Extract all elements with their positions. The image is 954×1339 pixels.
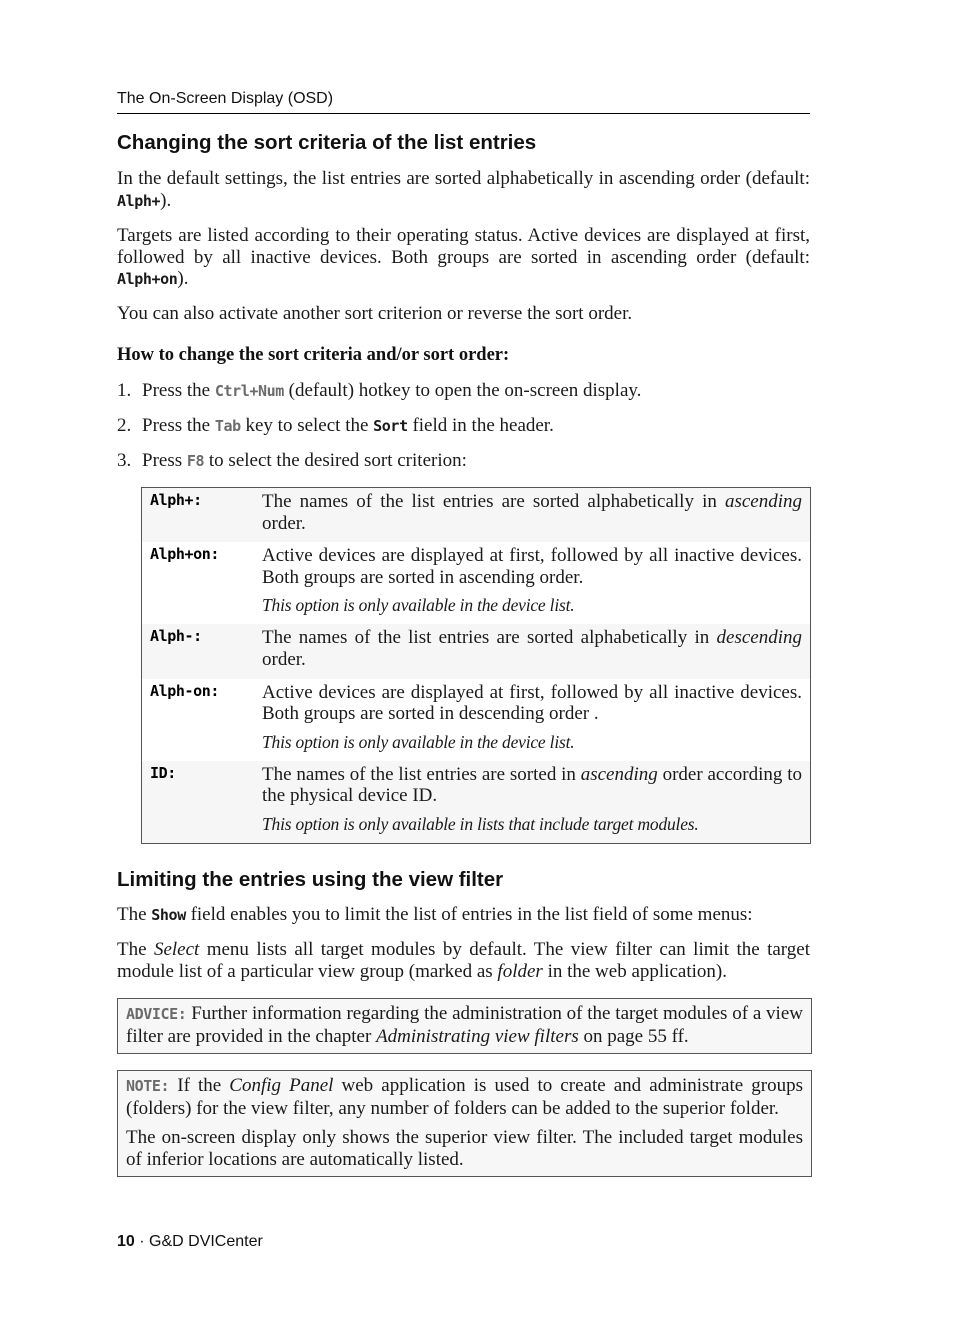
document-title: G&D DVICenter <box>149 1233 263 1250</box>
key-label: Alph+on <box>117 270 178 289</box>
table-row <box>142 761 811 844</box>
option-note: This option is only available in the device list. <box>262 595 575 616</box>
option-description: Active devices are displayed at first, followed by all inactive devices. Both groups are sorted in descending order . <box>262 681 802 725</box>
key-label: F8 <box>186 452 205 470</box>
key-label: Alph+ <box>117 191 161 210</box>
key-label: Ctrl+Num <box>214 382 284 400</box>
step-item: 1. Press the Ctrl+Num (default) hotkey to open the on-screen display. <box>117 380 642 401</box>
page-number: 10 <box>117 1233 135 1250</box>
option-description: Active devices are displayed at first, followed by all inactive devices. Both groups are sorted in ascending order. <box>262 545 802 588</box>
paragraph-show-field: The Show field enables you to limit the list of entries in the list field of some menus: <box>117 904 753 925</box>
running-header: The On-Screen Display (OSD) <box>117 90 810 114</box>
advice-label: ADVICE: <box>126 1005 187 1023</box>
howto-heading: How to change the sort criteria and/or sort order: <box>117 345 510 365</box>
table-row <box>142 679 811 761</box>
option-term: Alph+: <box>150 491 202 509</box>
table-row <box>142 488 811 543</box>
table-row <box>142 624 811 678</box>
option-note: This option is only available in the device list. <box>262 731 575 752</box>
key-label: Sort <box>373 417 408 435</box>
note-label: NOTE: <box>126 1077 170 1095</box>
table-row <box>142 542 811 624</box>
option-description: The names of the list entries are sorted alphabetically in ascending order. <box>262 491 802 534</box>
option-term: Alph+on: <box>150 545 220 564</box>
option-description: The names of the list entries are sorted alphabetically in descending order. <box>262 627 802 670</box>
section-title-sort: Changing the sort criteria of the list entries <box>117 131 537 154</box>
paragraph-operating-status: Targets are listed according to their operating status. Active devices are displayed at first, followed by all inactive devices. Both groups are sorted in ascending order (default: Alph+on). <box>117 225 810 290</box>
note-box: NOTE: If the Config Panel web application is used to create and administrate groups (folders) for the view filter, any number of folders can be added to the superior folder. The on-screen display only shows the superior view filter. The included target modules of inferior locations are automatically listed. <box>117 1070 812 1177</box>
section-title-view-filter: Limiting the entries using the view filter <box>117 868 504 891</box>
paragraph-select-menu: The Select menu lists all target modules by default. The view filter can limit the target module list of a particular view group (marked as folder in the web application). <box>117 939 810 982</box>
paragraph-reverse-sort: You can also activate another sort criterion or reverse the sort order. <box>117 303 633 324</box>
option-term: Alph-: <box>150 627 202 646</box>
option-term: Alph-on: <box>150 681 220 700</box>
step-item: 2. Press the Tab key to select the Sort field in the header. <box>117 415 554 436</box>
page-footer: 10 · G&D DVICenter <box>117 1233 263 1250</box>
sort-options-table <box>141 487 811 844</box>
paragraph-default-sort: In the default settings, the list entries are sorted alphabetically in ascending order (default: Alph+). <box>117 168 810 211</box>
key-label: Show <box>151 906 186 924</box>
option-description: The names of the list entries are sorted in ascending order according to the physical device ID. <box>262 763 802 807</box>
step-item: 3. Press F8 to select the desired sort criterion: <box>117 450 467 471</box>
advice-box: ADVICE: Further information regarding the administration of the target modules of a view filter are provided in the chapter Administrating view filters on page 55 ff. <box>117 998 812 1054</box>
option-note: This option is only available in lists that include target modules. <box>262 813 699 834</box>
key-label: Tab <box>214 417 241 435</box>
option-term: ID: <box>150 763 176 782</box>
